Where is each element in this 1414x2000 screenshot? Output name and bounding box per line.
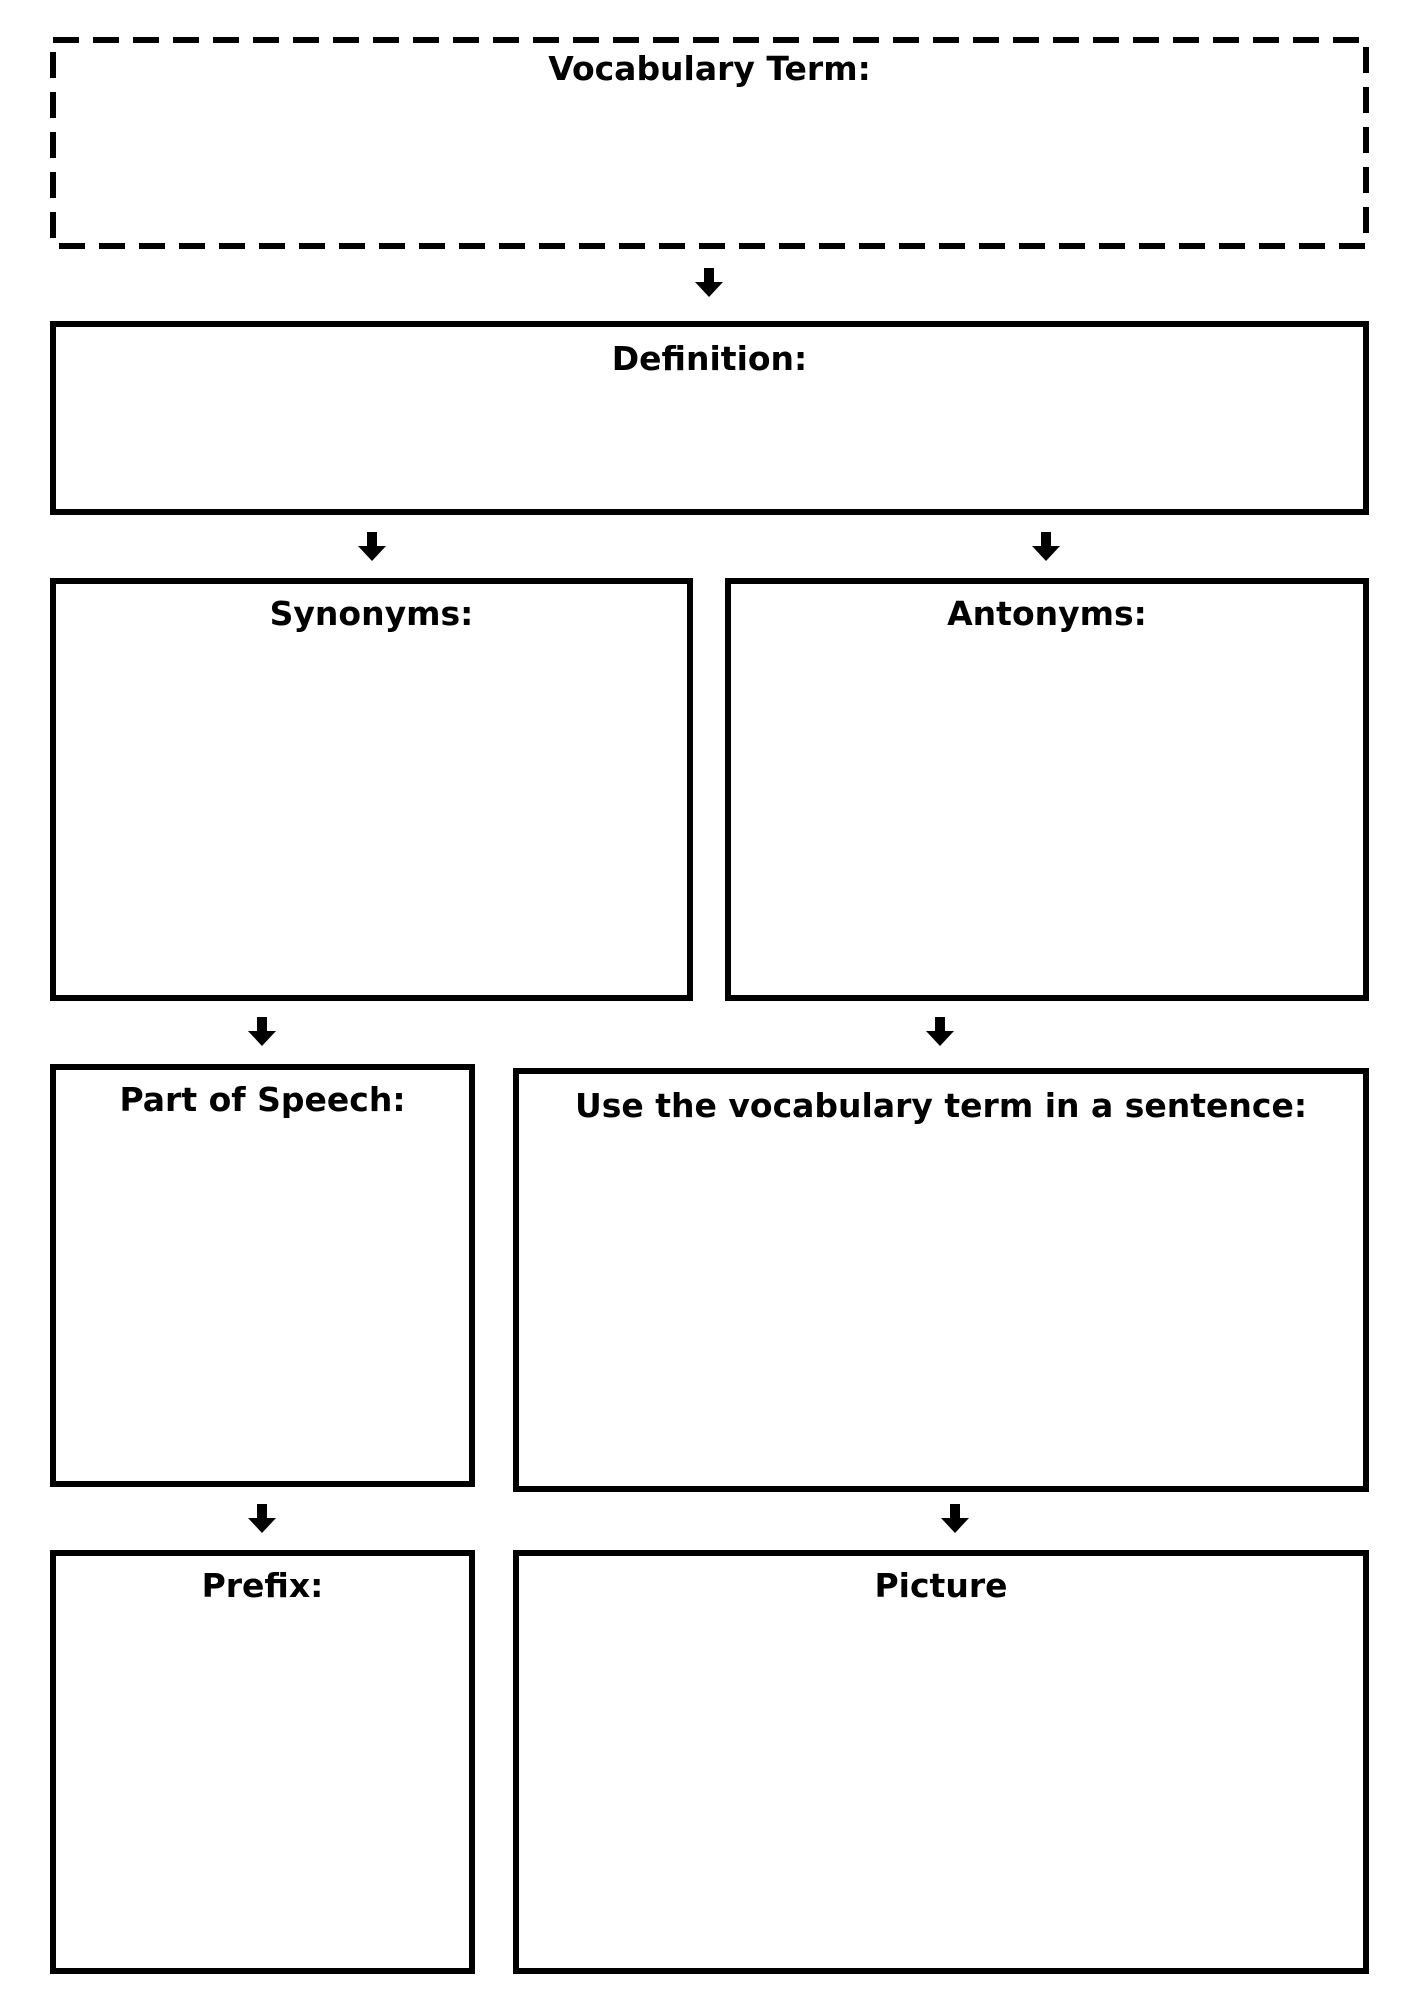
prefix-box[interactable] — [50, 1550, 475, 1974]
picture-label: Picture — [874, 1566, 1008, 1605]
synonyms-label: Synonyms: — [269, 594, 474, 633]
definition-label: Definition: — [611, 339, 808, 378]
definition-box[interactable] — [50, 321, 1369, 515]
picture-box[interactable] — [513, 1550, 1369, 1974]
antonyms-box[interactable] — [725, 578, 1369, 1001]
arrow-down-icon — [247, 1017, 277, 1047]
sentence-box[interactable] — [513, 1068, 1369, 1492]
part-of-speech-label: Part of Speech: — [119, 1080, 406, 1119]
arrow-down-icon — [694, 268, 724, 298]
antonyms-label: Antonyms: — [947, 594, 1147, 633]
arrow-down-icon — [357, 532, 387, 562]
vocabulary-term-box[interactable] — [50, 37, 1369, 249]
arrow-down-icon — [925, 1017, 955, 1047]
prefix-label: Prefix: — [201, 1566, 324, 1605]
arrow-down-icon — [247, 1504, 277, 1534]
vocabulary-term-label: Vocabulary Term: — [548, 49, 871, 88]
sentence-label: Use the vocabulary term in a sentence: — [574, 1086, 1308, 1125]
arrow-down-icon — [1031, 532, 1061, 562]
synonyms-box[interactable] — [50, 578, 693, 1001]
arrow-down-icon — [940, 1504, 970, 1534]
part-of-speech-box[interactable] — [50, 1064, 475, 1487]
